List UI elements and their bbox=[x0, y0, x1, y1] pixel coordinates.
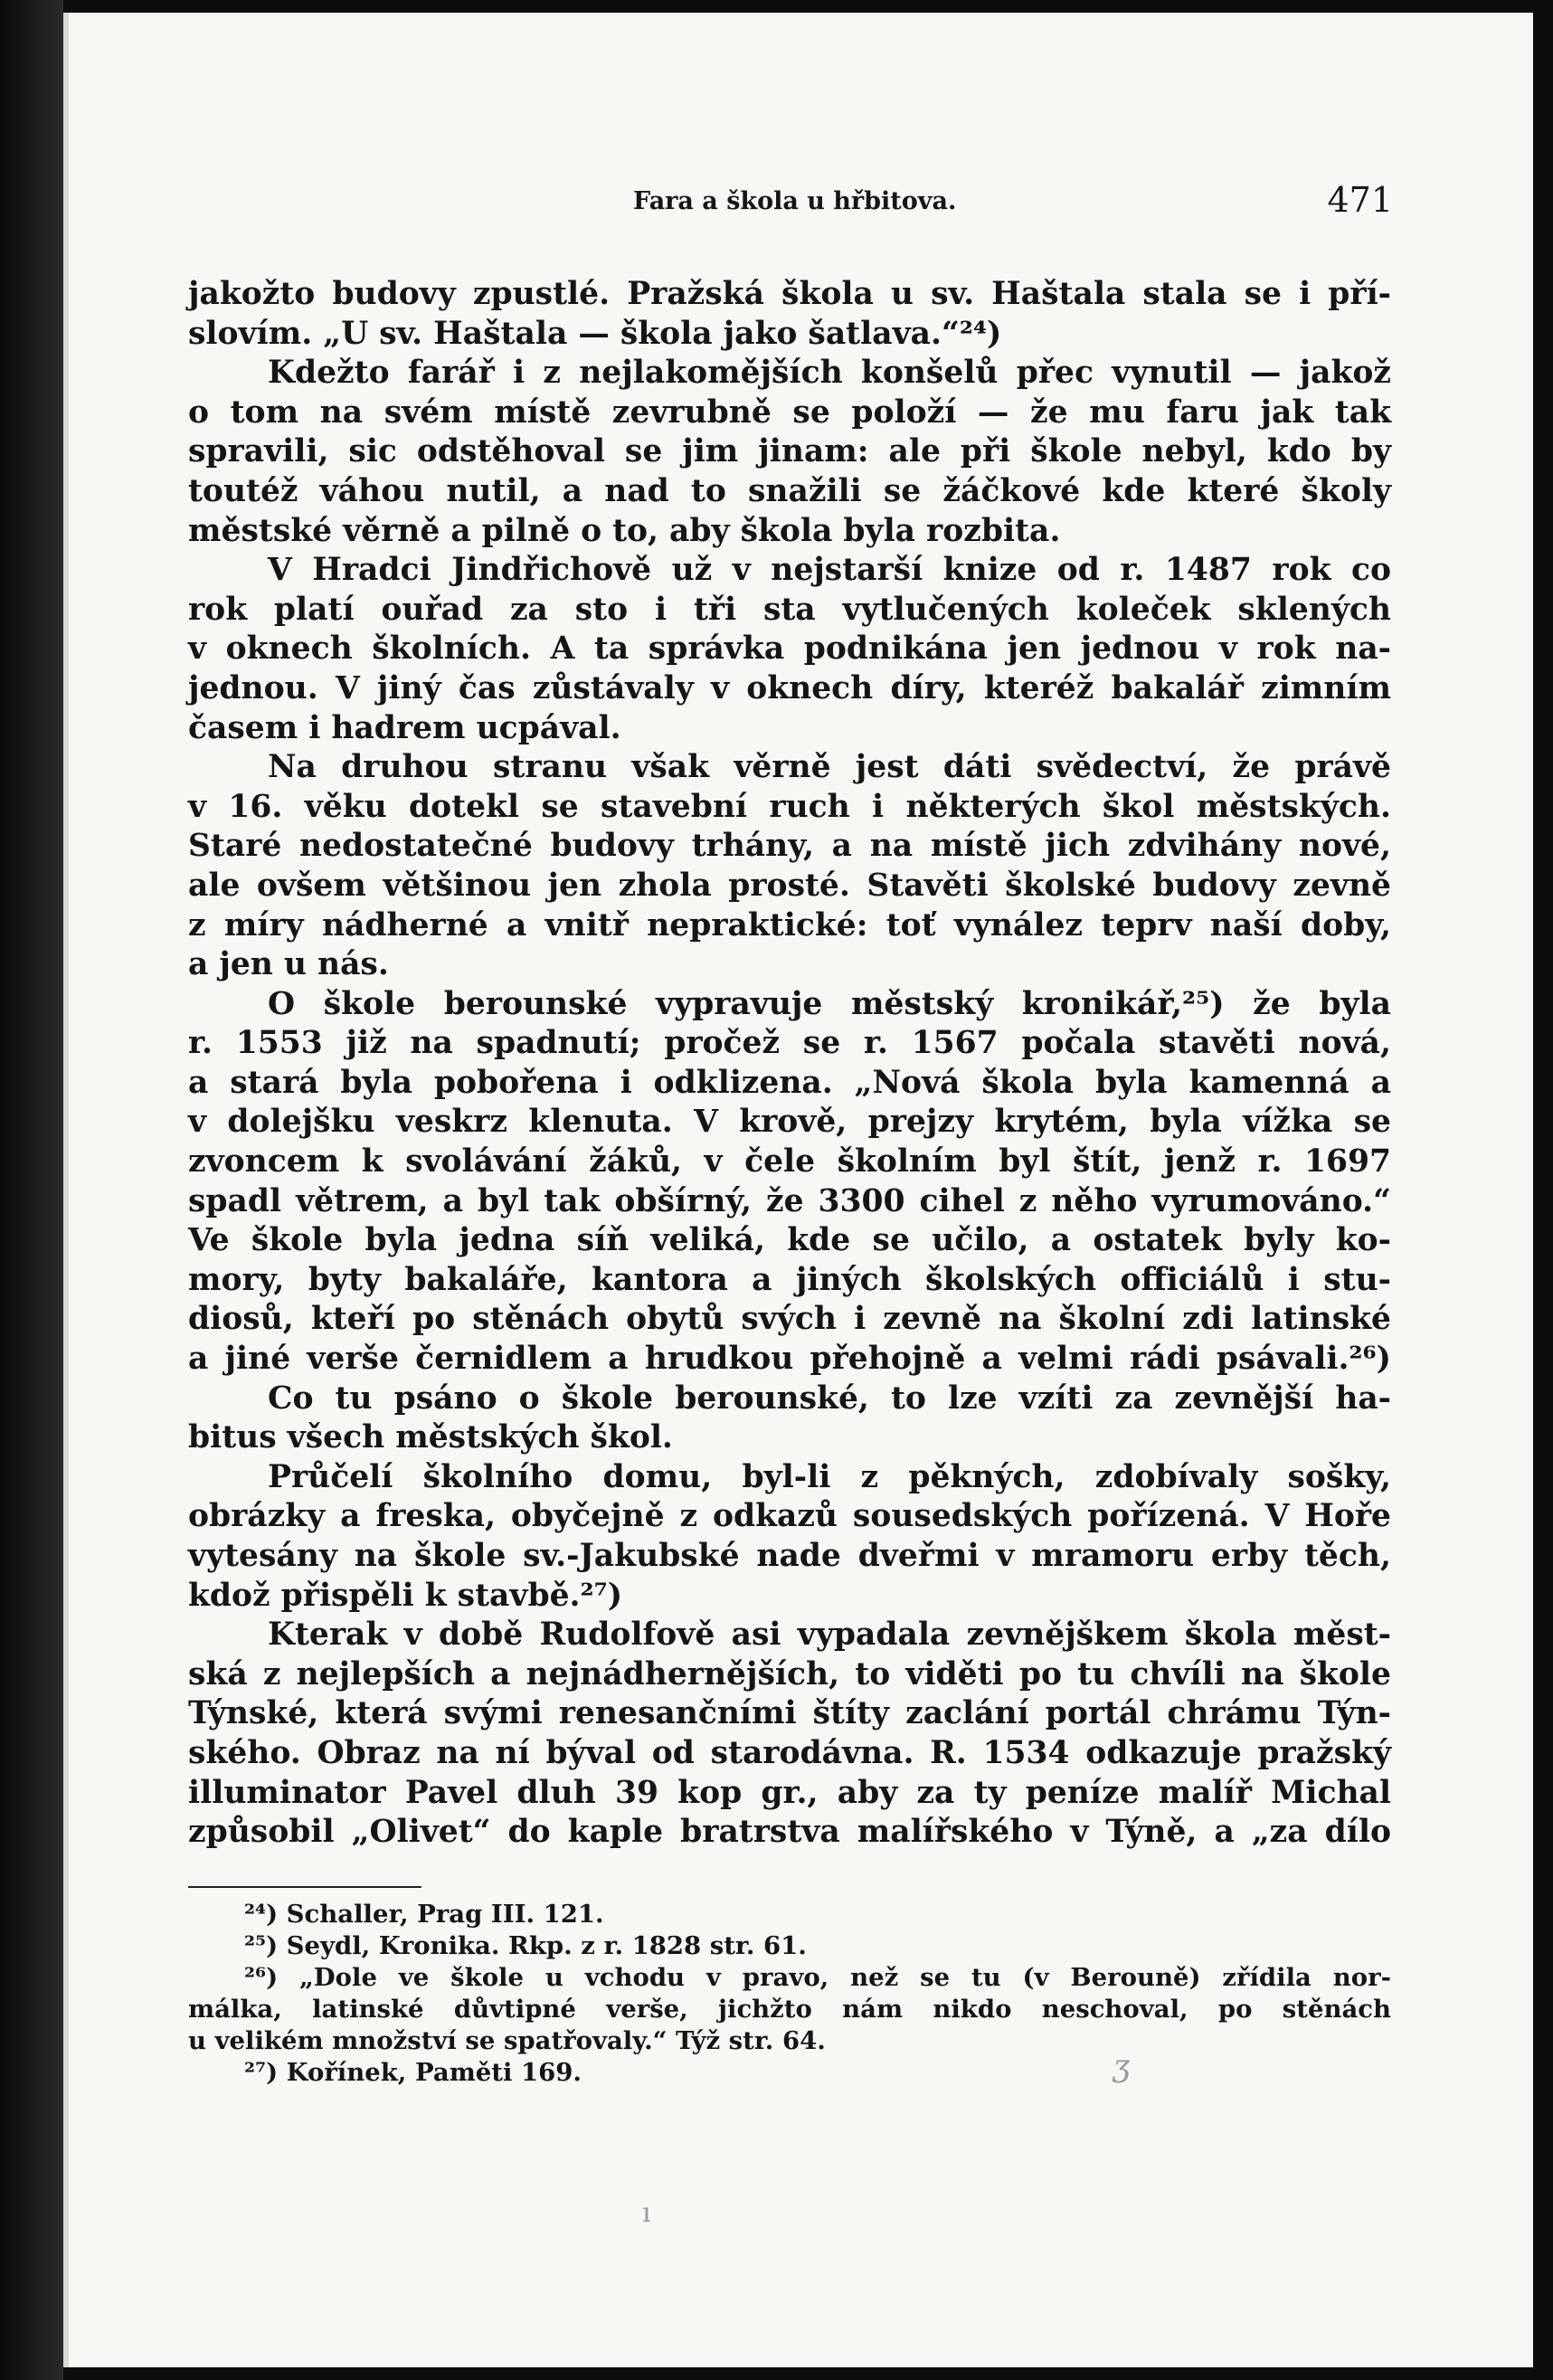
text-line: kdož přispěli k stavbě.²⁷) bbox=[188, 1577, 623, 1614]
text-line: z míry nádherné a vnitř nepraktické: toť vynález teprv naší doby, bbox=[188, 906, 1391, 943]
text-line: jakožto budovy zpustlé. Pražská škola u sv. Haštala stala se i pří- bbox=[188, 276, 1391, 312]
text-line: ského. Obraz na ní býval od starodávna. R. 1534 odkazuje pražský bbox=[188, 1734, 1391, 1771]
page-number: 471 bbox=[1327, 180, 1393, 220]
text-line: mory, byty bakaláře, kantora a jiných školských officiálů i stu- bbox=[188, 1261, 1391, 1298]
text-line: Ve škole byla jedna síň veliká, kde se učilo, a ostatek byly ko- bbox=[188, 1222, 1391, 1259]
text-line: Kdežto farář i z nejlakomějších konšelů přec vynutil — jakož bbox=[268, 355, 1391, 392]
body-text bbox=[188, 275, 1391, 1853]
text-line: O škole berounské vypravuje městský kronikář,²⁵) že byla bbox=[268, 985, 1391, 1022]
text-line: rok platí ouřad za sto i tři sta vytlučených koleček sklených bbox=[188, 591, 1391, 628]
text-line: toutéž váhou nutil, a nad to snažili se žáčkové kde které školy bbox=[188, 472, 1391, 509]
footnote-line: ²⁴) Schaller, Prag III. 121. bbox=[244, 1900, 604, 1929]
text-line: Týnské, která svými renesančními štíty zaclání portál chrámu Týn- bbox=[188, 1695, 1391, 1732]
page-edge bbox=[63, 13, 69, 2367]
footnote-line: ²⁵) Seydl, Kronika. Rkp. z r. 1828 str. 61. bbox=[244, 1931, 807, 1960]
footnote-line: málka, latinské důvtipné verše, jichžto nám nikdo neschoval, po stěnách bbox=[188, 1995, 1391, 2024]
text-line: v dolejšku veskrz klenuta. V krově, prejzy krytém, byla vížka se bbox=[188, 1104, 1391, 1141]
text-line: v 16. věku dotekl se stavební ruch i některých škol městských. bbox=[188, 788, 1391, 825]
text-line: a jen u nás. bbox=[188, 946, 389, 983]
footnotes bbox=[188, 1899, 1391, 2089]
text-line: bitus všech městských škol. bbox=[188, 1419, 673, 1456]
scan-background bbox=[0, 0, 63, 2380]
text-line: časem i hadrem ucpával. bbox=[188, 709, 621, 746]
pencil-mark: ı bbox=[642, 2197, 651, 2229]
text-line: vytesány na škole sv.-Jakubské nade dveřmi v mramoru erby těch, bbox=[188, 1538, 1391, 1574]
running-title: Fara a škola u hřbitova. bbox=[633, 187, 957, 215]
text-line: a stará byla pobořena i odklizena. „Nová škola byla kamenná a bbox=[188, 1064, 1391, 1101]
page-header bbox=[353, 180, 1393, 223]
text-line: illuminator Pavel dluh 39 kop gr., aby za ty peníze malíř Michal bbox=[188, 1774, 1391, 1811]
text-line: Co tu psáno o škole berounské, to lze vzíti za zevnější ha- bbox=[268, 1380, 1391, 1417]
text-line: zvoncem k svolávání žáků, v čele školním byl štít, jenž r. 1697 bbox=[188, 1143, 1391, 1181]
text-line: slovím. „U sv. Haštala — škola jako šatlava.“²⁴) bbox=[188, 315, 1002, 352]
text-line: V Hradci Jindřichově už v nejstarší knize od r. 1487 rok co bbox=[268, 552, 1391, 589]
text-line: ale ovšem většinou jen zhola prosté. Stavěti školské budovy zevně bbox=[188, 867, 1391, 904]
footnote-line: ²⁷) Kořínek, Paměti 169. bbox=[244, 2058, 582, 2087]
text-line: ská z nejlepších a nejnádhernějších, to viděti po tu chvíli na škole bbox=[188, 1655, 1391, 1693]
footnote-line: ²⁶) „Dole ve škole u vchodu v pravo, než se tu (v Berouně) zřídila nor- bbox=[244, 1963, 1391, 1992]
book-page bbox=[63, 13, 1533, 2367]
text-line: Na druhou stranu však věrně jest dáti svědectví, že právě bbox=[268, 749, 1391, 786]
pencil-mark: ʒ bbox=[1113, 2048, 1131, 2084]
text-line: o tom na svém místě zevrubně se položí — že mu faru jak tak bbox=[188, 394, 1391, 431]
text-line: spravili, sic odstěhoval se jim jinam: ale při škole nebyl, kdo by bbox=[188, 433, 1391, 470]
text-line: Staré nedostatečné budovy trhány, a na místě jich zdvihány nové, bbox=[188, 828, 1391, 865]
text-line: jednou. V jiný čas zůstávaly v oknech díry, kteréž bakalář zimním bbox=[188, 669, 1391, 706]
text-line: r. 1553 již na spadnutí; pročež se r. 1567 počala stavěti nová, bbox=[188, 1025, 1391, 1062]
text-line: Kterak v době Rudolfově asi vypadala zevnějškem škola měst- bbox=[268, 1617, 1391, 1654]
text-line: v oknech školních. A ta správka podnikána jen jednou v rok na- bbox=[188, 631, 1391, 668]
text-line: Průčelí školního domu, byl-li z pěkných, zdobívaly sošky, bbox=[268, 1458, 1391, 1495]
text-line: a jiné verše černidlem a hrudkou přehojně a velmi rádi psávali.²⁶) bbox=[188, 1341, 1391, 1378]
text-line: diosů, kteří po stěnách obytů svých i zevně na školní zdi latinské bbox=[188, 1301, 1391, 1338]
footnote-line: u velikém množství se spatřovaly.“ Týž str. 64. bbox=[188, 2026, 826, 2055]
text-line: obrázky a freska, obyčejně z odkazů sousedských pořízená. V Hoře bbox=[188, 1498, 1391, 1535]
text-line: spadl větrem, a byl tak obšírný, že 3300 cihel z něho vyrumováno.“ bbox=[188, 1182, 1391, 1219]
text-line: způsobil „Olivet“ do kaple bratrstva malířského v Týně, a „za dílo bbox=[188, 1814, 1391, 1851]
footnote-rule bbox=[188, 1886, 421, 1888]
text-line: městské věrně a pilně o to, aby škola byla rozbita. bbox=[188, 512, 1061, 549]
